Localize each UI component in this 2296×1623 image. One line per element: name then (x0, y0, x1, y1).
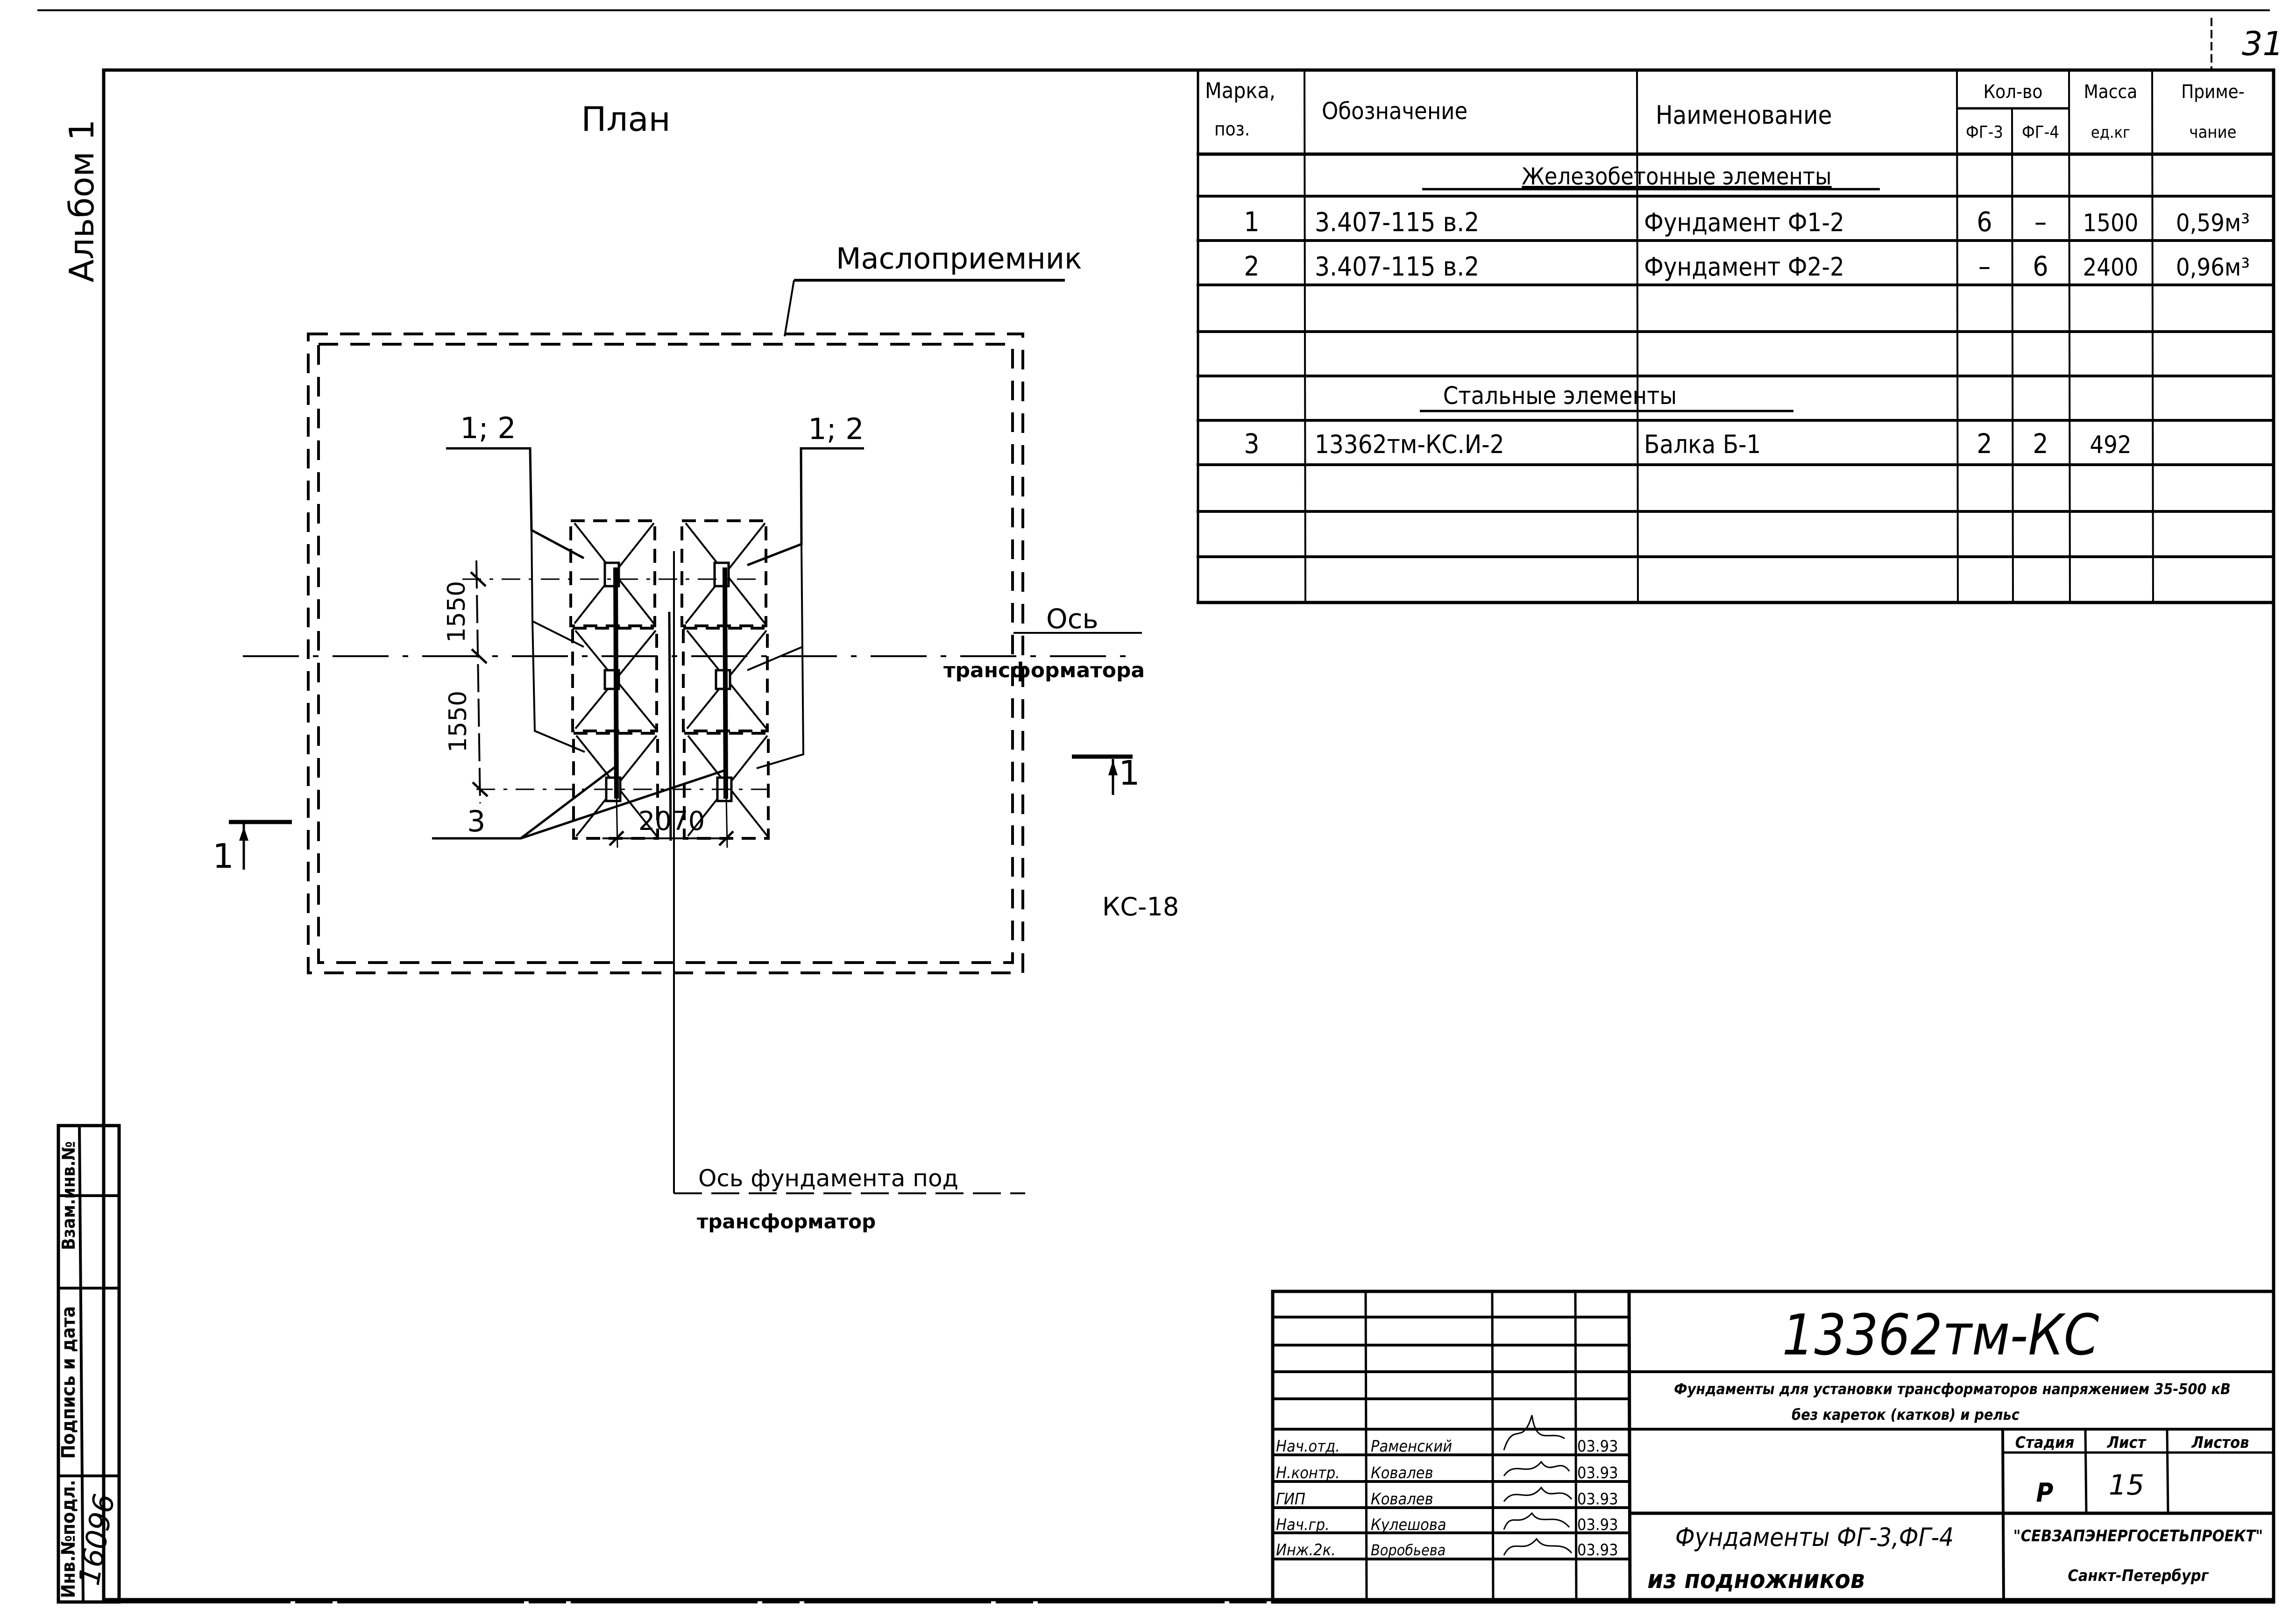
cell-mark: 2 (1244, 250, 1260, 282)
header-mark-1: Марка, (1205, 78, 1276, 103)
signature-scribble (1504, 1539, 1572, 1555)
signature-date: 03.93 (1577, 1464, 1618, 1482)
callout-left-label: 1; 2 (460, 411, 516, 445)
cell-name: Фундамент Ф1-2 (1644, 208, 1844, 237)
header-qty: Кол-во (1983, 81, 2043, 103)
callout-right-leader (747, 448, 864, 768)
callout-beams-label: 3 (467, 804, 486, 838)
signature-scribble (1504, 1488, 1572, 1502)
cell-mark: 3 (1244, 428, 1260, 460)
sheet-title-line-1: Фундаменты ФГ-3,ФГ-4 (1675, 1523, 1954, 1552)
signature-scribble (1504, 1462, 1569, 1476)
transformer-axis-label-2: трансформатора (943, 659, 1145, 682)
cell-designation: 13362тм-КС.И-2 (1315, 430, 1504, 459)
header-note-1: Приме- (2181, 81, 2245, 103)
signature-name: Раменский (1371, 1437, 1453, 1456)
cell-qty-fg3: – (1978, 250, 1991, 282)
signature-role: Нач.отд. (1276, 1437, 1340, 1456)
cell-qty-fg4: – (2034, 206, 2047, 238)
header-qty-fg3: ФГ-3 (1966, 123, 2003, 142)
section-mark-right: 1 (1119, 753, 1140, 793)
signature-date: 03.93 (1577, 1437, 1618, 1456)
signature-row (1276, 1513, 1618, 1534)
cell-mass: 492 (2090, 431, 2132, 459)
organization-name: "СЕВЗАПЭНЕРГОСЕТЬПРОЕКТ" (2013, 1527, 2263, 1545)
vertical-dimension (471, 560, 488, 803)
cell-qty-fg3: 6 (1977, 206, 1992, 238)
signature-date: 03.93 (1577, 1490, 1618, 1509)
transformer-axis-label-1: Ось (1046, 603, 1098, 635)
signature-role: Н.контр. (1276, 1464, 1340, 1482)
page-number: 31 (2242, 25, 2284, 63)
project-title-line-2: без кареток (катков) и рельс (1792, 1406, 2020, 1424)
signature-scribble (1504, 1415, 1565, 1450)
section-mark-left: 1 (213, 836, 234, 876)
side-stamp-sign-date-label: Подпись и дата (58, 1306, 79, 1459)
header-mark-2: поз. (1214, 119, 1250, 140)
section-reference: КС-18 (1102, 892, 1179, 921)
sheets-label: Листов (2191, 1433, 2249, 1452)
signature-scribble (1504, 1513, 1569, 1530)
plan-title: План (581, 99, 671, 139)
header-qty-fg4: ФГ-4 (2022, 123, 2059, 142)
organization-city: Санкт-Петербург (2068, 1566, 2209, 1585)
sheet-frame (104, 70, 2274, 1600)
side-stamp-replace-inv-label: Взам.инв.№ (58, 1141, 79, 1250)
table-row (1244, 206, 2250, 238)
signature-date: 03.93 (1577, 1516, 1618, 1534)
sheet-title-line-2: из подножников (1647, 1565, 1865, 1594)
cell-qty-fg4: 2 (2033, 428, 2048, 460)
project-title-line-1: Фундаменты для установки трансформаторов напряжением 35-500 кВ (1674, 1380, 2231, 1398)
header-note-2: чание (2189, 123, 2237, 142)
dim-vertical-top: 1550 (443, 581, 471, 643)
header-mass-2: ед.кг (2090, 123, 2131, 142)
stage-label: Стадия (2015, 1433, 2075, 1452)
signature-row (1276, 1462, 1618, 1482)
cell-qty-fg4: 6 (2033, 250, 2048, 282)
signature-name: Воробьева (1371, 1541, 1446, 1559)
foundation-pads (571, 521, 768, 841)
signature-role: Инж.2к. (1276, 1541, 1336, 1559)
foundation-axis-label-1: Ось фундамента под (698, 1165, 959, 1192)
oil-receiver-label: Маслоприемник (836, 241, 1082, 276)
section-title-steel: Стальные элементы (1443, 382, 1677, 410)
signature-row (1276, 1539, 1618, 1559)
signature-role: ГИП (1276, 1490, 1305, 1509)
signature-row (1276, 1488, 1618, 1509)
album-label: Альбом 1 (62, 119, 101, 283)
cell-note: 0,96м³ (2176, 254, 2250, 282)
table-row (1244, 428, 2131, 460)
header-name: Наименование (1656, 100, 1832, 130)
signature-row (1276, 1415, 1618, 1456)
oil-receiver-outline (308, 334, 1023, 973)
header-mass-1: Масса (2083, 81, 2138, 103)
cell-mass: 1500 (2083, 209, 2139, 237)
signature-date: 03.93 (1577, 1541, 1618, 1559)
section-title-concrete: Железобетонные элементы (1522, 163, 1832, 190)
header-designation: Обозначение (1322, 98, 1468, 125)
cell-mass: 2400 (2083, 254, 2139, 282)
dim-horizontal: 2070 (638, 806, 705, 836)
doc-code: 13362тм-КС (1782, 1303, 2099, 1368)
table-row (1244, 250, 2250, 282)
signature-role: Нач.гр. (1276, 1516, 1330, 1534)
spec-table-grid (1197, 70, 2274, 602)
foundation-axis-label-2: трансформатор (697, 1210, 876, 1233)
signature-name: Ковалев (1371, 1490, 1433, 1509)
signature-name: Ковалев (1371, 1464, 1433, 1482)
cell-designation: 3.407-115 в.2 (1315, 252, 1480, 282)
stage-value: Р (2036, 1478, 2054, 1508)
sheet-value: 15 (2108, 1469, 2145, 1502)
cell-designation: 3.407-115 в.2 (1315, 207, 1480, 238)
callout-right-label: 1; 2 (808, 412, 864, 446)
cell-note: 0,59м³ (2176, 209, 2250, 237)
cell-qty-fg3: 2 (1977, 428, 1992, 460)
cell-name: Фундамент Ф2-2 (1644, 252, 1844, 282)
side-stamp-inv-orig-value: 16096 (71, 1491, 121, 1588)
dim-vertical-bottom: 1550 (444, 690, 472, 753)
sheet-label: Лист (2107, 1433, 2146, 1452)
oil-receiver-leader (785, 280, 794, 336)
signature-name: Кулешова (1371, 1516, 1446, 1534)
cell-mark: 1 (1244, 206, 1260, 238)
cell-name: Балка Б-1 (1644, 430, 1761, 459)
side-stamp-inv-orig-label: Инв.№подл. (58, 1480, 79, 1598)
section-cut-left (229, 822, 292, 870)
